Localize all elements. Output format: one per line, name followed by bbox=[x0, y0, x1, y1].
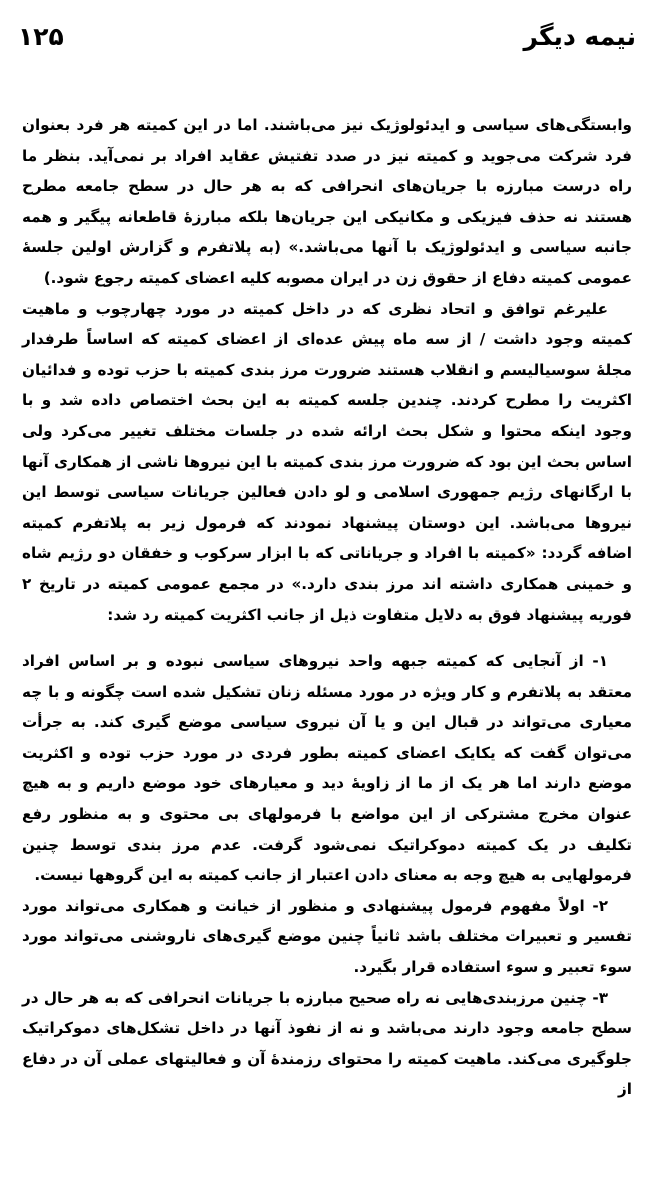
running-header bbox=[18, 18, 636, 58]
paragraph-reason-2: ۲- اولاً مفهوم فرمول پیشنهادی و منظور از خیانت و همکاری می‌تواند مورد تفسیر و تعبیرات مختلف باشد ثانیاً چنین موضع گیری‌های ناروشنی می‌تواند مورد سوء تعبیر و سوء استفاده قرار بگیرد. bbox=[22, 896, 632, 977]
paragraph-proposal: علیرغم توافق و اتحاد نظری که در داخل کمیته در مورد چهارچوب و ماهیت کمیته وجود داشت / از سه ماه پیش عده‌ای از اعضای کمیته که اساساً طرفدار مجلهٔ سوسیالیسم و انقلاب هستند ضرورت مرز بندی کمیته با حزب توده و فدائیان اکثریت را مطرح کردند. چندین جلسه کمیته به این بحث اختصاص داده شد و با وجود اینکه محتوا و شکل بحث ارائه شده در جلسات مختلف تغییر می‌کرد ولی اساس بحث این بود که ضرورت مرز بندی کمیته با این نیروها ناشی از همکاری آنها با ارگانهای رژیم جمهوری اسلامی و لو دادن فعالین جریانات سیاسی توسط این نیروها می‌باشد. این دوستان پیشنهاد نمودند که فرمول زیر به پلاتفرم کمیته اضافه گردد: «کمیته با افراد و جریاناتی که با ابزار سرکوب و خفقان دو رژیم شاه و خمینی همکاری داشته اند مرز بندی دارد.» در مجمع عمومی کمیته در تاریخ ۲ فوریه پیشنهاد فوق به دلایل متفاوت ذیل از جانب اکثریت کمیته رد شد: bbox=[22, 299, 632, 624]
paragraph-reason-3: ۳- چنین مرزبندی‌هایی نه راه صحیح مبارزه با جریانات انحرافی که به هر حال در سطح جامعه وجود دارند می‌باشد و نه از نفوذ آنها در داخل تشکل‌های دموکراتیک جلوگیری می‌کند. ماهیت کمیته را محتوای رزمندهٔ آن و فعالیتهای عملی آن در دفاع از bbox=[22, 988, 632, 1099]
page-number: ۱۲۵ bbox=[18, 22, 64, 51]
paragraph-continuation: وابستگی‌های سیاسی و ایدئولوژیک نیز می‌باشند. اما در این کمیته هر فرد بعنوان فرد شرکت می‌جوید و کمیته نیز در صدد تفتیش عقاید افراد بر نمی‌آید. بنظر ما راه درست مبارزه با جریان‌های انحرافی که به هر حال در سطح جامعه مطرح هستند نه حذف فیزیکی و مکانیکی این جریان‌ها بلکه مبارزهٔ قاطعانه پیگیر و همه جانبه سیاسی و ایدئولوژیک با آنها می‌باشد.» (به پلاتفرم و گزارش اولین جلسهٔ عمومی کمیته دفاع از حقوق زن در ایران مصوبه کلیه اعضای کمیته رجوع شود.) bbox=[22, 116, 632, 287]
running-title: نیمه دیگر bbox=[523, 22, 636, 51]
paragraph-reason-1: ۱- از آنجایی که کمیته جبهه واحد نیروهای سیاسی نبوده و بر اساس افراد معتقد به پلاتفرم و کار ویژه در مورد مسئله زنان تشکیل شده است چگونه و با چه معیاری می‌تواند در قبال این و یا آن نیروی سیاسی موضع گیری کند. به جرأت می‌توان گفت که یکایک اعضای کمیته بطور فردی در مورد حزب توده و اکثریت موضع دارند اما هر یک از ما از زاویهٔ دید و معیارهای خود موضع داریم و به هیچ عنوان مخرج مشترکی از این مواضع با فرمولهای بی محتوی و به منظور رفع تکلیف در یک کمیته دموکراتیک نمی‌شود گرفت. عدم مرز بندی توسط چنین فرمولهایی به هیچ وجه به معنای دادن اعتبار از جانب کمیته به این گروهها نیست. bbox=[22, 652, 632, 885]
body-text bbox=[22, 110, 632, 1105]
